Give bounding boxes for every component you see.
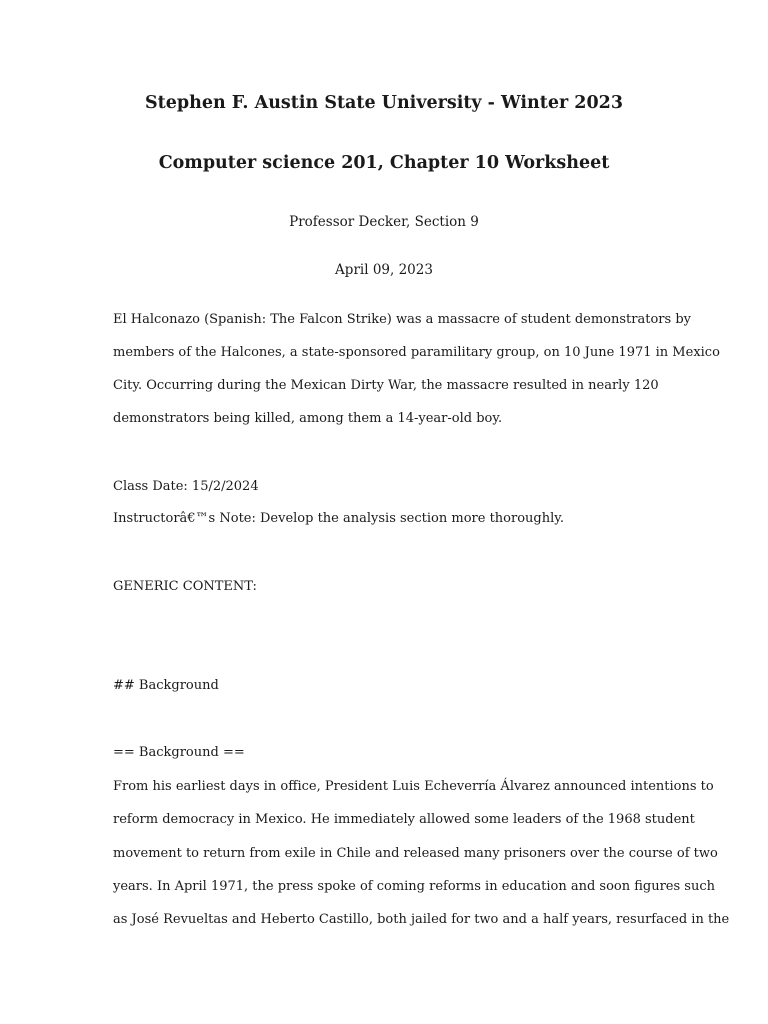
background-line: years. In April 1971, the press spoke of coming reforms in education and soon figures such [113, 879, 716, 894]
document-date: April 09, 2023 [335, 262, 433, 278]
university-title: Stephen F. Austin State University - Winter 2023 [145, 93, 623, 113]
background-line: reform democracy in Mexico. He immediately allowed some leaders of the 1968 student [113, 812, 695, 827]
background-line: as José Revueltas and Heberto Castillo, both jailed for two and a half years, resurfaced in the [113, 912, 730, 927]
section-heading: == Background == [113, 745, 245, 760]
generic-content-label: GENERIC CONTENT: [113, 579, 257, 594]
professor-section-line: Professor Decker, Section 9 [289, 214, 479, 230]
intro-line: members of the Halcones, a state-sponsored paramilitary group, on 10 June 1971 in Mexico [113, 345, 720, 360]
intro-line: El Halconazo (Spanish: The Falcon Strike) was a massacre of student demonstrators by [113, 312, 691, 327]
markdown-heading: ## Background [113, 678, 219, 693]
instructor-note: Instructorâ€™s Note: Develop the analysis section more thoroughly. [113, 511, 565, 526]
intro-line: City. Occurring during the Mexican Dirty War, the massacre resulted in nearly 120 [113, 378, 659, 393]
background-line: movement to return from exile in Chile and released many prisoners over the course of two [113, 846, 718, 861]
class-date: Class Date: 15/2/2024 [113, 479, 259, 494]
intro-line: demonstrators being killed, among them a 14-year-old boy. [113, 411, 503, 426]
background-line: From his earliest days in office, President Luis Echeverría Álvarez announced intentions to [113, 779, 714, 794]
worksheet-title: Computer science 201, Chapter 10 Worksheet [158, 153, 610, 173]
